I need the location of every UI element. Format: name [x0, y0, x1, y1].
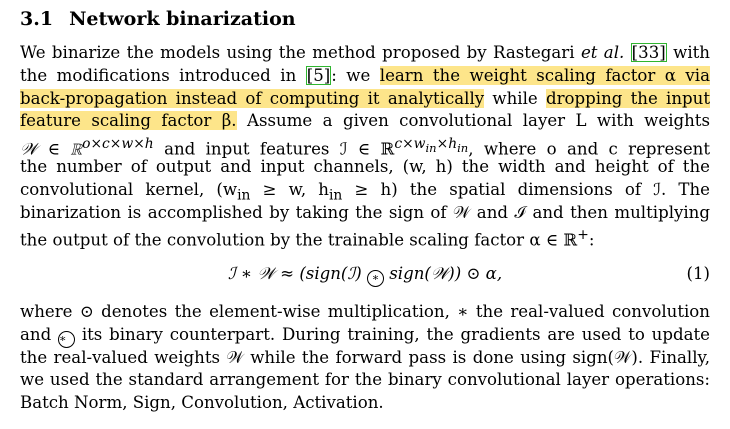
- text-line: the real-valued weights 𝒲 while the forward pass is done using sign(𝒲). Finally,: [20, 347, 710, 367]
- text-line: Batch Norm, Sign, Convolution, Activation.: [20, 393, 384, 413]
- text-line: where ⊙ denotes the element-wise multiplication, ∗ the real-valued convolution: [20, 302, 710, 321]
- binary-conv-operator: ∗: [58, 331, 75, 348]
- section-heading: [20, 8, 296, 30]
- equation-1: [20, 262, 710, 286]
- highlight-feature-scaling: feature scaling factor β.: [20, 111, 237, 131]
- text-line: the output of the convolution by the trainable scaling factor α ∈ ℝ+:: [20, 227, 595, 250]
- section-title: Network binarization: [69, 8, 296, 30]
- text-line: we used the standard arrangement for the binary convolutional layer operations:: [20, 370, 710, 390]
- text-line: convolutional kernel, ($w_{in} \ge w$, $h_{in} \ge h$) the spatial dimensions of ℐ. The: [20, 179, 710, 204]
- equation-number: (1): [686, 264, 710, 283]
- paragraph-2: [20, 301, 710, 415]
- text-line: the number of output and input channels, (w, h) the width and height of the: [20, 156, 710, 176]
- equation-expression: ℐ ∗ 𝒲 ≈ (sign(ℐ) ∗ sign(𝒲)) ⊙ α,: [20, 262, 710, 287]
- text-line: and ∗ its binary counterpart. During training, the gradients are used to update: [20, 324, 710, 347]
- text-line: We binarize the models using the method proposed by Rastegari et al. [33] with: [20, 43, 710, 62]
- text-line: back-propagation instead of computing it analytically while dropping the input: [20, 88, 711, 108]
- citation-link-5[interactable]: [5]: [306, 65, 331, 85]
- binary-conv-operator: ∗: [367, 270, 384, 287]
- text-line: the modifications introduced in [5]: we learn the weight scaling factor α via: [20, 65, 710, 85]
- section-number: 3.1: [20, 8, 54, 30]
- highlight-weight-scaling: learn the weight scaling factor α via: [379, 65, 710, 85]
- citation-link-33[interactable]: [33]: [631, 43, 666, 62]
- paragraph-1: [20, 42, 711, 250]
- text-line: 𝒲 ∈ ℝ$^{o\times c\times w\times h}$ and input features ℐ ∈ ℝ$^{c\times w_{in}\times h_{in}}$, where o and c represent: [20, 136, 710, 159]
- highlight-backprop: back-propagation instead of computing it analytically: [20, 88, 485, 108]
- text-line: binarization is accomplished by taking the sign of 𝒲 and ℐ and then multiplying: [20, 202, 710, 222]
- highlight-dropping-input: dropping the input: [545, 88, 711, 108]
- text-line: feature scaling factor β. Assume a given convolutional layer L with weights: [20, 111, 710, 131]
